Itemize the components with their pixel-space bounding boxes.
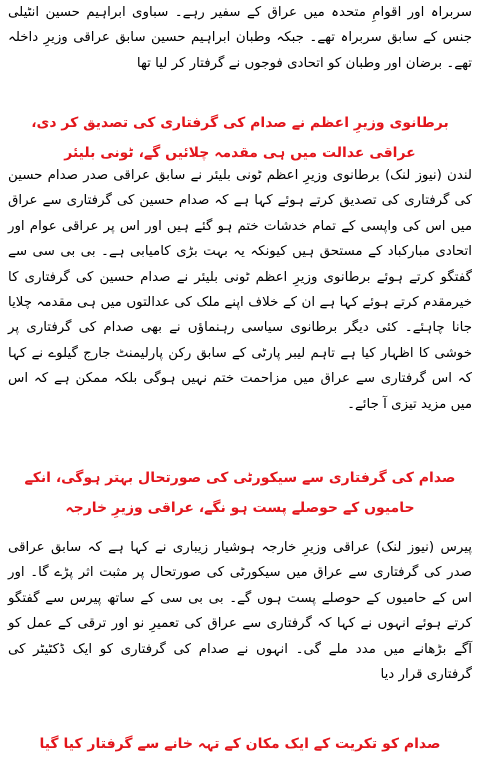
section2-body: پیرس (نیوز لنک) عراقی وزیرِ خارجہ ہوشیار زیباری نے کہا ہے کہ سابق عراقی صدر کی گرفتاری سے عراق میں سیکورٹی کی صورتحال پر مثبت اثر پڑے گا۔ اور اس کے حامیوں کے حوصلے پست ہوں گے۔ بی بی سی کے ساتھ پیرس سے گفتگو کرتے ہوئے انہوں نے کہا کہ گرفتاری سے عراق کی تعمیرِ نو اور ترقی کے عمل کو آگے بڑھانے میں مدد ملے گی۔ انہوں نے صدام کی گرفتاری کو ایک ڈکٹیٹر کی گرفتاری قرار دیا — [8, 540, 472, 683]
intro-paragraph: سربراہ اور اقوامِ متحدہ میں عراق کے سفیر رہے۔ سباوی ابراہیم حسین انٹیلی جنس کے سابق سربراہ تھے۔ جبکہ وطبان ابراہیم حسین سابق عراقی وزیرِ داخلہ تھے۔ برضان اور وطبان کو اتحادی فوجوں نے گرفتار کر لیا تھا — [8, 5, 472, 71]
section3-headline: صدام کو تکریت کے ایک مکان کے تہہ خانے سے گرفتار کیا گیا — [39, 736, 441, 752]
section1-body: لندن (نیوز لنک) برطانوی وزیرِ اعظم ٹونی بلیئر نے سابق عراقی صدر صدام حسین کی گرفتاری کی تصدیق کرتے ہوئے کہا ہے کہ صدام حسین کی گرفتاری سے عراق میں اس کی واپسی کے تمام خدشات ختم ہو گئے ہیں اور اس پر عراقی عوام اور اتحادی مبارکباد کے مستحق ہیں کیونکہ یہ بہت بڑی کامیابی ہے۔ بی بی سی سے گفتگو کرتے ہوئے برطانوی وزیرِ اعظم ٹونی بلیئر نے صدام حسین کی گرفتاری کا خیرمقدم کرتے ہوئے کہا ہے ان کے خلاف اپنے ملک کی عدالتوں میں ہی مقدمہ چلایا جانا چاہئے۔ کئی دیگر برطانوی سیاسی رہنماؤں نے بھی صدام کی گرفتاری پر خوشی کا اظہار کیا ہے تاہم لیبر پارٹی کے سابق رکن پارلیمنٹ جارج گیلوے نے کہا کہ اس گرفتاری سے عراق میں مزاحمت ختم نہیں ہوگی بلکہ ممکن ہے کہ اس میں مزید تیزی آ جائے۔ — [8, 168, 472, 412]
section1-headline: برطانوی وزیرِ اعظم نے صدام کی گرفتاری کی تصدیق کر دی، عراقی عدالت میں ہی مقدمہ چلائیں گے، ٹونی بلیئر — [31, 115, 449, 161]
section2-headline: صدام کی گرفتاری سے سیکورٹی کی صورتحال بہتر ہوگی، انکے حامیوں کے حوصلے پست ہو نگے، عراقی وزیرِ خارجہ — [24, 470, 456, 516]
